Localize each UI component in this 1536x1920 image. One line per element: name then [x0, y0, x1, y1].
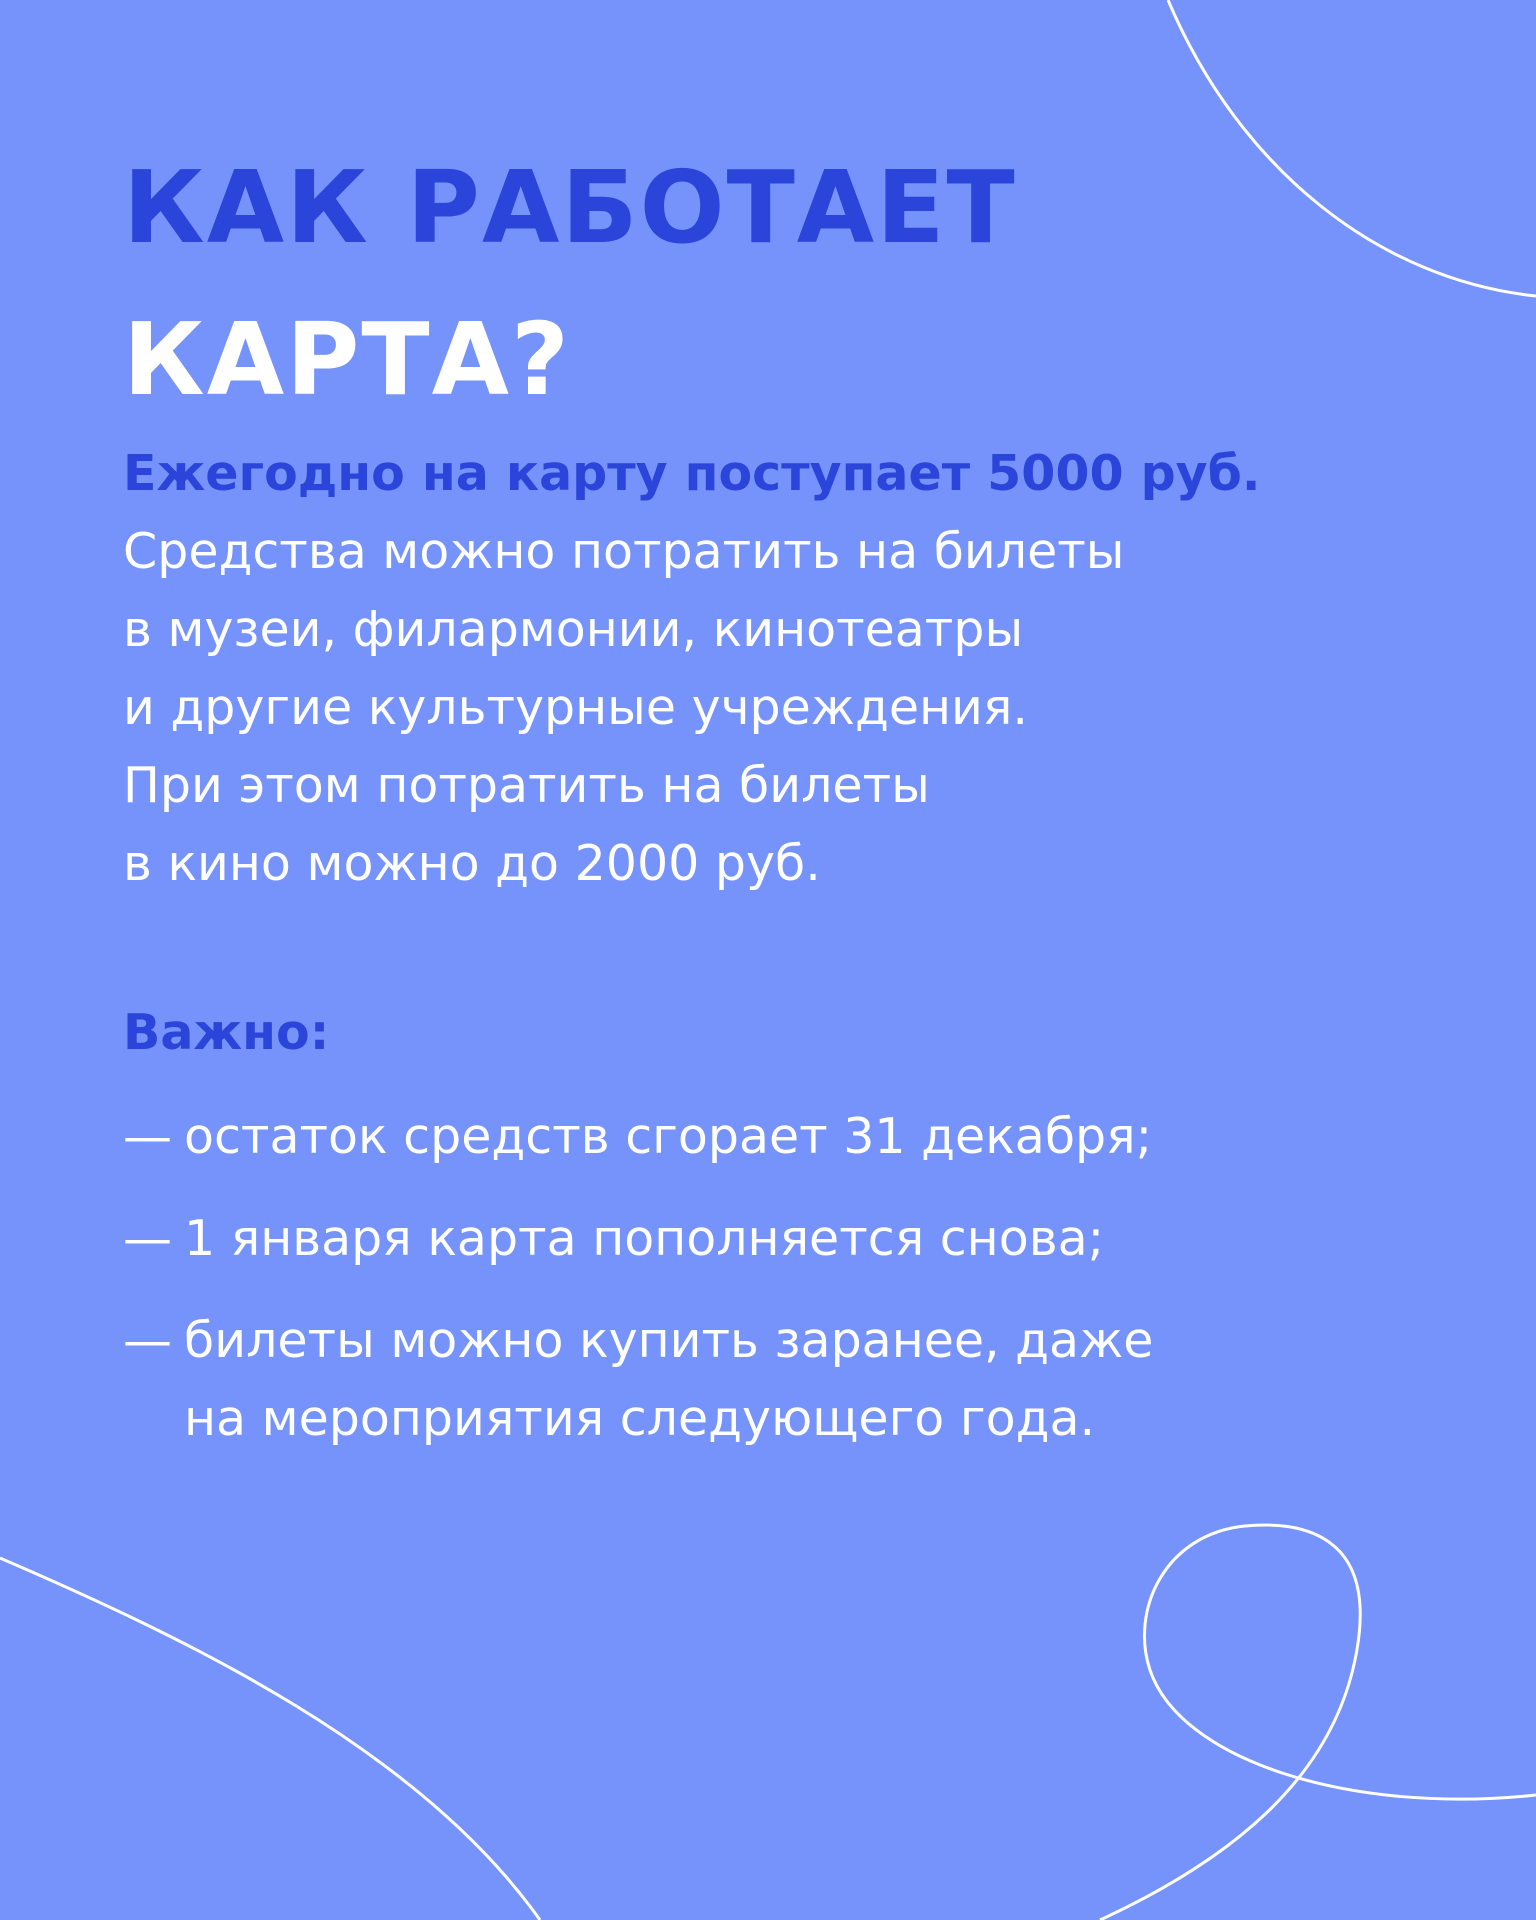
intro-line: в кино можно до 2000 руб.	[123, 835, 821, 892]
intro-line: Средства можно потратить на билеты	[123, 523, 1125, 580]
dash-bullet: —	[123, 1210, 172, 1267]
important-item-text: 1 января карта пополняется снова;	[184, 1210, 1105, 1267]
dash-bullet: —	[123, 1312, 172, 1369]
intro-lead: Ежегодно на карту поступает 5000 руб.	[123, 445, 1261, 502]
important-item-text: билеты можно купить заранее, даже	[184, 1312, 1154, 1369]
bottom-right-loop	[1100, 1525, 1536, 1920]
important-list	[123, 1098, 1453, 1482]
title-line-1: КАК РАБОТАЕТ	[123, 149, 1017, 266]
bottom-left-curve	[0, 1558, 540, 1920]
content-area	[123, 132, 1453, 1447]
page-title	[123, 132, 1453, 436]
dash-bullet: —	[123, 1108, 172, 1165]
important-item-text: на мероприятия следующего года.	[184, 1390, 1096, 1447]
title-line-2: КАРТА?	[123, 301, 572, 418]
important-item	[123, 1200, 1453, 1278]
intro-line: и другие культурные учреждения.	[123, 679, 1028, 736]
important-item	[123, 1302, 1453, 1458]
important-heading: Важно:	[123, 1004, 330, 1061]
intro-line: При этом потратить на билеты	[123, 757, 930, 814]
important-item-text: остаток средств сгорает 31 декабря;	[184, 1108, 1153, 1165]
intro-paragraph	[123, 435, 1453, 903]
important-item	[123, 1098, 1453, 1176]
intro-line: в музеи, филармонии, кинотеатры	[123, 601, 1024, 658]
